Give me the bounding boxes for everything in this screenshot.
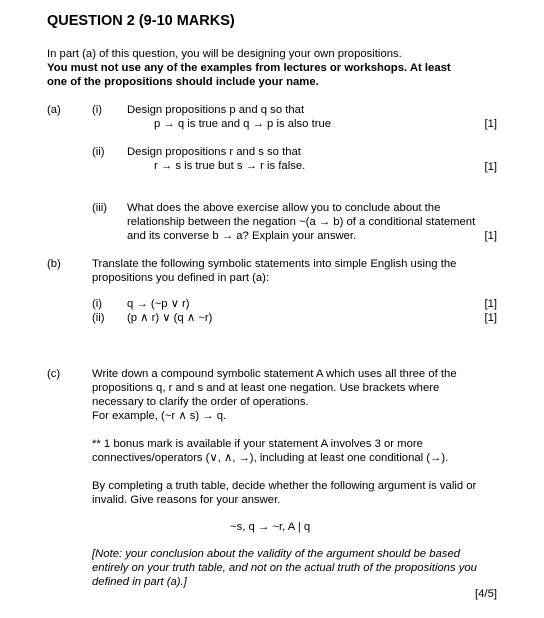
part-a-i-line-2: p → q is true and q → p is also true — [154, 118, 332, 130]
part-a-i-mark: [1] — [484, 118, 497, 130]
part-c-line-3: necessary to clarify the order of operations. — [92, 396, 309, 408]
part-a-iii-line-1: What does the above exercise allow you to conclude about the — [127, 202, 441, 214]
part-c-argument: ~s, q → ~r, A | q — [230, 521, 311, 533]
part-a-ii-line-1: Design propositions r and s so that — [127, 146, 301, 158]
part-a-iii-line-3: and its converse b → a? Explain your answer. — [127, 230, 357, 242]
part-a-ii-line-2: r → s is true but s → r is false. — [154, 160, 306, 172]
part-b-i-mark: [1] — [484, 298, 497, 310]
part-b-i-num: (i) — [92, 298, 103, 310]
part-b-ii-num: (ii) — [92, 312, 105, 324]
question-title: QUESTION 2 (9-10 MARKS) — [47, 13, 235, 29]
part-a-ii-num: (ii) — [92, 146, 105, 158]
part-a-i-num: (i) — [92, 104, 103, 116]
intro-line-1: In part (a) of this question, you will be designing your own propositions. — [47, 48, 402, 60]
part-c-example: For example, (~r ∧ s) → q. — [92, 410, 227, 422]
part-b-line-2: propositions you defined in part (a): — [92, 272, 270, 284]
part-c-note-line-2: entirely on your truth table, and not on the actual truth of the propositions you — [92, 562, 477, 574]
part-c-bonus-line-2: connectives/operators (∨, ∧, →), including at least one conditional (→). — [92, 452, 449, 464]
intro-line-3: one of the propositions should include your name. — [47, 76, 319, 88]
part-c-line-2: propositions q, r and s and at least one negation. Use brackets where — [92, 382, 440, 394]
part-c-mark: [4/5] — [475, 588, 497, 600]
part-b-ii-expr: (p ∧ r) ∨ (q ∧ ~r) — [127, 312, 213, 324]
part-a-iii-mark: [1] — [484, 230, 497, 242]
part-c-note-line-3: defined in part (a).] — [92, 576, 187, 588]
part-c-line-1: Write down a compound symbolic statement A which uses all three of the — [92, 368, 457, 380]
part-c-truth-line-2: invalid. Give reasons for your answer. — [92, 494, 281, 506]
intro-line-2: You must not use any of the examples from lectures or workshops. At least — [47, 62, 451, 74]
part-c-note-line-1: [Note: your conclusion about the validity of the argument should be based — [92, 548, 461, 560]
part-a-i-line-1: Design propositions p and q so that — [127, 104, 305, 116]
part-b-line-1: Translate the following symbolic statements into simple English using the — [92, 258, 457, 270]
part-a-iii-num: (iii) — [92, 202, 108, 214]
part-c-label: (c) — [47, 368, 61, 380]
part-b-i-expr: q → (~p ∨ r) — [127, 298, 190, 310]
part-a-ii-mark: [1] — [484, 161, 497, 173]
part-a-iii-line-2: relationship between the negation ~(a → b) of a conditional statement — [127, 216, 476, 228]
part-a-label: (a) — [47, 104, 61, 116]
part-c-truth-line-1: By completing a truth table, decide whether the following argument is valid or — [92, 480, 477, 492]
part-b-ii-mark: [1] — [484, 312, 497, 324]
part-c-bonus-line-1: ** 1 bonus mark is available if your statement A involves 3 or more — [92, 438, 423, 450]
part-b-label: (b) — [47, 258, 61, 270]
